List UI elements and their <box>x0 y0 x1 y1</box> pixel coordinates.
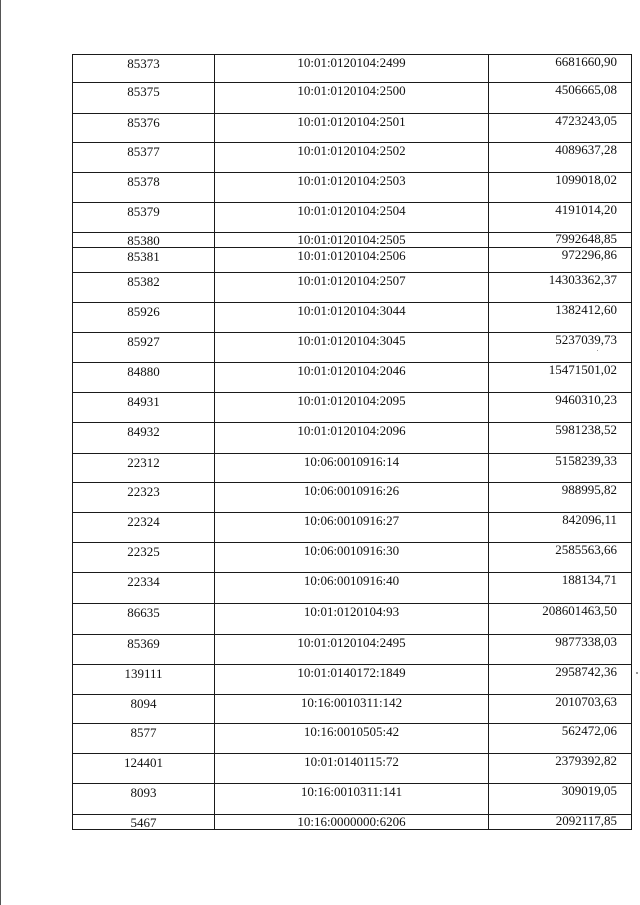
row-code-cell: 84880 <box>73 363 215 393</box>
row-code-cell: 85927 <box>73 333 215 363</box>
row-code-cell: 85369 <box>73 635 215 665</box>
table-row <box>73 635 632 665</box>
row-code-cell: 22312 <box>73 454 215 483</box>
table-row <box>73 233 632 248</box>
row-value-cell: 2379392,82 <box>489 754 632 784</box>
table-row <box>73 665 632 695</box>
row-value-cell: 2958742,36 <box>489 665 632 695</box>
scan-speck <box>636 672 638 674</box>
row-code-cell: 85377 <box>73 143 215 173</box>
row-code-cell: 84932 <box>73 423 215 454</box>
table-row <box>73 604 632 635</box>
table-row <box>73 114 632 143</box>
row-cadastral-number-cell: 10:01:0120104:2503 <box>215 173 489 203</box>
row-code-cell: 84931 <box>73 393 215 423</box>
row-value-cell: 7992648,85 <box>489 233 632 248</box>
row-code-cell: 22324 <box>73 513 215 543</box>
row-value-cell: 4506665,08 <box>489 83 632 114</box>
table-row <box>73 724 632 754</box>
row-cadastral-number-cell: 10:01:0120104:2504 <box>215 203 489 233</box>
row-code-cell: 85373 <box>73 55 215 83</box>
scan-speck <box>597 350 598 351</box>
row-code-cell: 85378 <box>73 173 215 203</box>
row-cadastral-number-cell: 10:06:0010916:14 <box>215 454 489 483</box>
row-value-cell: 2010703,63 <box>489 695 632 724</box>
row-cadastral-number-cell: 10:16:0010505:42 <box>215 724 489 754</box>
table-row <box>73 423 632 454</box>
row-code-cell: 22334 <box>73 573 215 604</box>
row-value-cell: 15471501,02 <box>489 363 632 393</box>
row-cadastral-number-cell: 10:01:0120104:2046 <box>215 363 489 393</box>
row-value-cell: 5158239,33 <box>489 454 632 483</box>
row-value-cell: 208601463,50 <box>489 604 632 635</box>
row-cadastral-number-cell: 10:06:0010916:27 <box>215 513 489 543</box>
row-code-cell: 139111 <box>73 665 215 695</box>
row-cadastral-number-cell: 10:01:0140115:72 <box>215 754 489 784</box>
row-value-cell: 842096,11 <box>489 513 632 543</box>
row-cadastral-number-cell: 10:01:0120104:2096 <box>215 423 489 454</box>
table-row <box>73 454 632 483</box>
row-code-cell: 5467 <box>73 815 215 830</box>
row-cadastral-number-cell: 10:16:0010311:141 <box>215 784 489 815</box>
table-row <box>73 303 632 333</box>
row-cadastral-number-cell: 10:01:0120104:3044 <box>215 303 489 333</box>
row-value-cell: 4089637,28 <box>489 143 632 173</box>
row-value-cell: 972296,86 <box>489 248 632 273</box>
row-code-cell: 22325 <box>73 543 215 573</box>
row-code-cell: 85379 <box>73 203 215 233</box>
row-value-cell: 562472,06 <box>489 724 632 754</box>
row-cadastral-number-cell: 10:16:0010311:142 <box>215 695 489 724</box>
row-cadastral-number-cell: 10:01:0120104:2095 <box>215 393 489 423</box>
row-value-cell: 5237039,73 <box>489 333 632 363</box>
row-code-cell: 22323 <box>73 483 215 513</box>
row-value-cell: 988995,82 <box>489 483 632 513</box>
row-code-cell: 85382 <box>73 273 215 303</box>
row-value-cell: 9460310,23 <box>489 393 632 423</box>
table-row <box>73 513 632 543</box>
row-value-cell: 14303362,37 <box>489 273 632 303</box>
row-code-cell: 8577 <box>73 724 215 754</box>
row-value-cell: 5981238,52 <box>489 423 632 454</box>
row-code-cell: 85376 <box>73 114 215 143</box>
row-cadastral-number-cell: 10:06:0010916:30 <box>215 543 489 573</box>
row-cadastral-number-cell: 10:01:0120104:93 <box>215 604 489 635</box>
row-code-cell: 86635 <box>73 604 215 635</box>
table-row <box>73 248 632 273</box>
row-cadastral-number-cell: 10:01:0120104:2499 <box>215 55 489 83</box>
table-row <box>73 815 632 830</box>
row-value-cell: 1099018,02 <box>489 173 632 203</box>
row-value-cell: 1382412,60 <box>489 303 632 333</box>
row-cadastral-number-cell: 10:01:0120104:2502 <box>215 143 489 173</box>
row-value-cell: 2092117,85 <box>489 815 632 830</box>
table-body <box>73 55 632 830</box>
row-value-cell: 188134,71 <box>489 573 632 604</box>
row-cadastral-number-cell: 10:01:0120104:3045 <box>215 333 489 363</box>
table-row <box>73 333 632 363</box>
row-value-cell: 4191014,20 <box>489 203 632 233</box>
row-cadastral-number-cell: 10:01:0120104:2506 <box>215 248 489 273</box>
row-code-cell: 8094 <box>73 695 215 724</box>
row-cadastral-number-cell: 10:01:0120104:2495 <box>215 635 489 665</box>
row-code-cell: 8093 <box>73 784 215 815</box>
row-value-cell: 6681660,90 <box>489 55 632 83</box>
table-row <box>73 543 632 573</box>
row-cadastral-number-cell: 10:01:0140172:1849 <box>215 665 489 695</box>
table-row <box>73 55 632 83</box>
table-row <box>73 483 632 513</box>
row-value-cell: 2585563,66 <box>489 543 632 573</box>
row-code-cell: 85380 <box>73 233 215 248</box>
page-left-edge <box>0 0 1 905</box>
row-code-cell: 85381 <box>73 248 215 273</box>
row-code-cell: 85375 <box>73 83 215 114</box>
row-value-cell: 309019,05 <box>489 784 632 815</box>
row-value-cell: 9877338,03 <box>489 635 632 665</box>
row-cadastral-number-cell: 10:01:0120104:2500 <box>215 83 489 114</box>
table-row <box>73 573 632 604</box>
table-row <box>73 203 632 233</box>
table-row <box>73 754 632 784</box>
row-code-cell: 85926 <box>73 303 215 333</box>
row-value-cell: 4723243,05 <box>489 114 632 143</box>
table-row <box>73 363 632 393</box>
row-code-cell: 124401 <box>73 754 215 784</box>
table-row <box>73 83 632 114</box>
row-cadastral-number-cell: 10:01:0120104:2507 <box>215 273 489 303</box>
table-row <box>73 695 632 724</box>
table-row <box>73 393 632 423</box>
row-cadastral-number-cell: 10:06:0010916:40 <box>215 573 489 604</box>
row-cadastral-number-cell: 10:01:0120104:2505 <box>215 233 489 248</box>
table-row <box>73 784 632 815</box>
table-row <box>73 143 632 173</box>
row-cadastral-number-cell: 10:06:0010916:26 <box>215 483 489 513</box>
table-row <box>73 173 632 203</box>
cadastral-value-table <box>72 54 632 830</box>
row-cadastral-number-cell: 10:16:0000000:6206 <box>215 815 489 830</box>
row-cadastral-number-cell: 10:01:0120104:2501 <box>215 114 489 143</box>
table-row <box>73 273 632 303</box>
